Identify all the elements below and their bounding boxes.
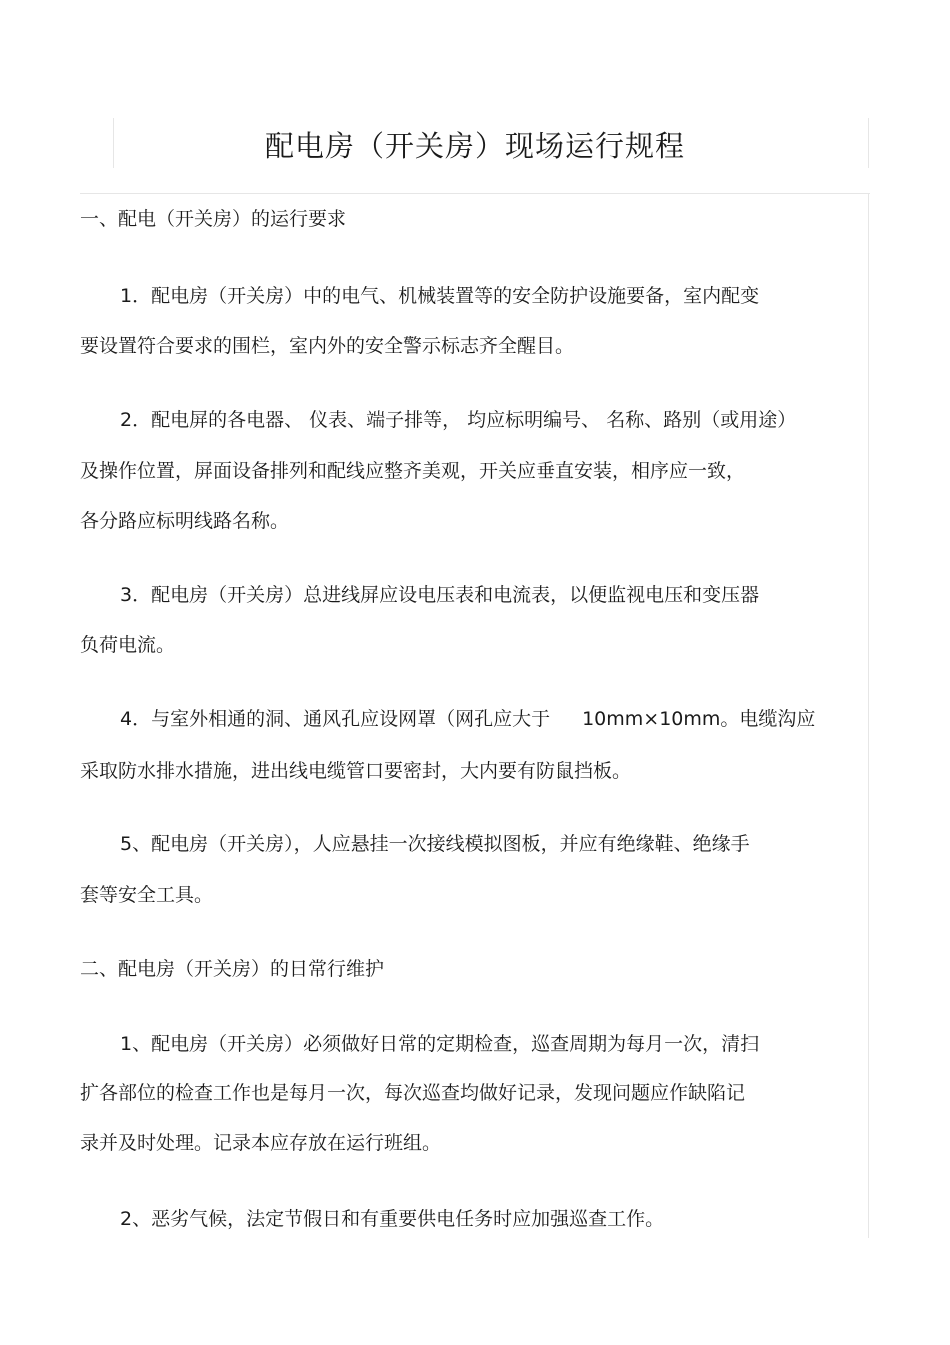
frame-line-right <box>868 193 869 1238</box>
item-1-line-1: 1．配电房（开关房）中的电气、机械装置等的安全防护设施要备，室内配变 <box>120 285 760 307</box>
section-heading-1: 一、配电（开关房）的运行要求 <box>80 208 347 230</box>
item-2-1-line-1: 1、配电房（开关房）必须做好日常的定期检查，巡查周期为每月一次，清扫 <box>120 1033 760 1055</box>
item-1-line-2: 要设置符合要求的围栏，室内外的安全警示标志齐全醒目。 <box>80 335 575 357</box>
item-2-1-line-2: 扩各部位的检查工作也是每月一次，每次巡查均做好记录，发现问题应作缺陷记 <box>80 1082 746 1104</box>
item-4-line-1 <box>120 704 815 731</box>
item-3-line-2: 负荷电流。 <box>80 634 176 656</box>
item-4-line-2: 采取防水排水措施，进出线电缆管口要密封，大内要有防鼠挡板。 <box>80 760 632 782</box>
document-title: 配电房（开关房）现场运行规程 <box>264 129 685 163</box>
item-2-1-line-3: 录并及时处理。记录本应存放在运行班组。 <box>80 1132 442 1154</box>
frame-line-top <box>80 193 870 194</box>
item-4-text-b: 。电缆沟应 <box>720 708 816 730</box>
item-2-line-2: 及操作位置，屏面设备排列和配线应整齐美观，开关应垂直安装，相序应一致， <box>80 460 746 482</box>
item-3-line-1: 3．配电房（开关房）总进线屏应设电压表和电流表，以便监视电压和变压器 <box>120 584 760 606</box>
item-5-line-1: 5、配电房（开关房），人应悬挂一次接线模拟图板，并应有绝缘鞋、绝缘手 <box>120 833 750 855</box>
item-2-line-1: 2．配电屏的各电器、 仪表、端子排等， 均应标明编号、 名称、路别（或用途） <box>120 409 797 431</box>
item-4-dimension: 10mm×10mm <box>582 708 721 730</box>
section-heading-2: 二、配电房（开关房）的日常行维护 <box>80 958 385 980</box>
item-2-2-line-1: 2、恶劣气候，法定节假日和有重要供电任务时应加强巡查工作。 <box>120 1208 665 1230</box>
item-2-line-3: 各分路应标明线路名称。 <box>80 510 290 532</box>
item-4-text-a: 4．与室外相通的洞、通风孔应设网罩（网孔应大于 <box>120 708 551 730</box>
item-5-line-2: 套等安全工具。 <box>80 884 214 906</box>
